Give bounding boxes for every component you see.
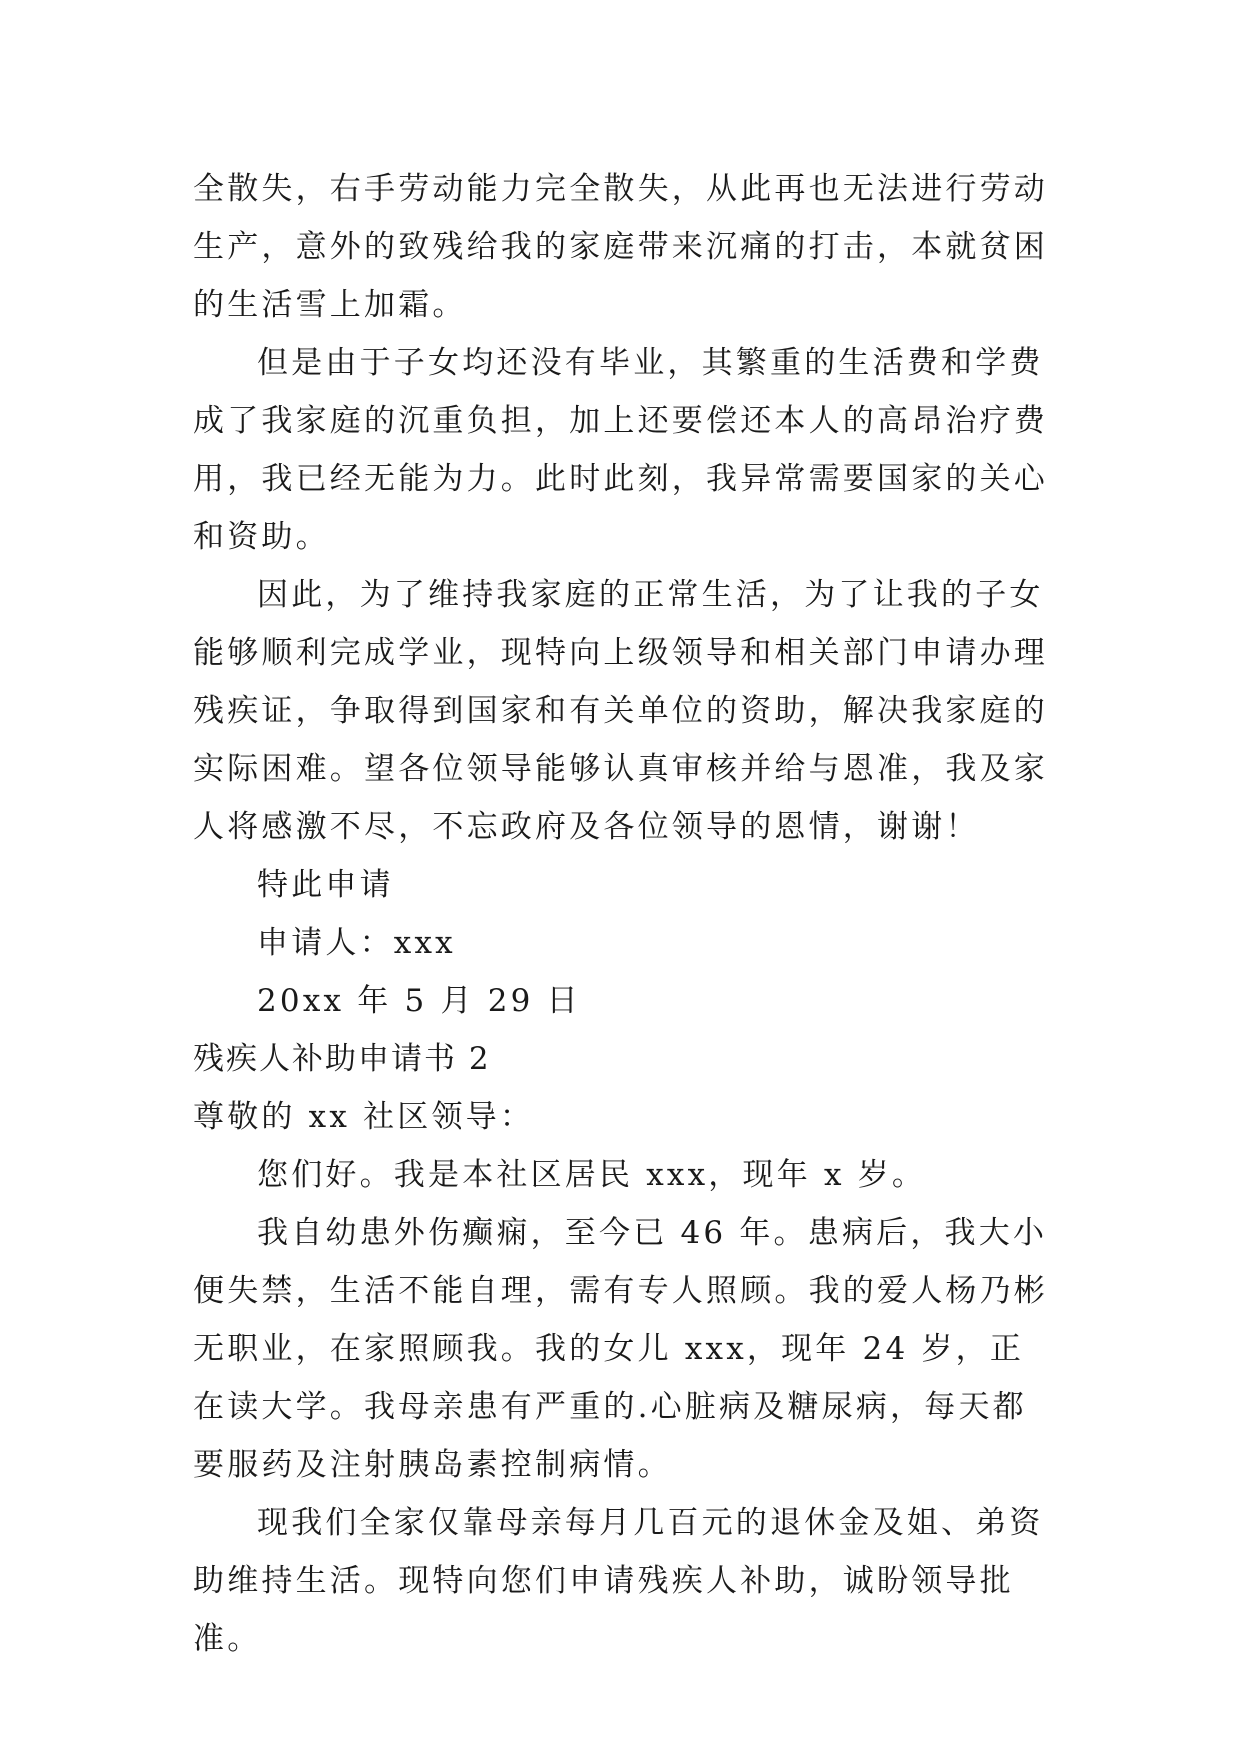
paragraph-burden: 但是由于子女均还没有毕业，其繁重的生活费和学费成了我家庭的沉重负担，加上还要偿还本人的高昂治疗费用，我已经无能为力。此时此刻，我异常需要国家的关心和资助。 xyxy=(193,345,1048,555)
date-line: 20xx 年 5 月 29 日 xyxy=(257,983,581,1019)
paragraph-continuation: 全散失，右手劳动能力完全散失，从此再也无法进行劳动生产，意外的致残给我的家庭带来沉痛的打击，本就贫困的生活雪上加霜。 xyxy=(193,171,1048,323)
applicant-line: 申请人：xxx xyxy=(257,925,456,961)
paragraph-request: 因此，为了维持我家庭的正常生活，为了让我的子女能够顺利完成学业，现特向上级领导和相关部门申请办理残疾证，争取得到国家和有关单位的资助，解决我家庭的实际困难。望各位领导能够认真审核并给与恩准，我及家人将感激不尽，不忘政府及各位领导的恩情，谢谢！ xyxy=(193,577,1048,845)
document-body xyxy=(193,160,1053,1668)
closing-phrase: 特此申请 xyxy=(257,867,394,903)
condition-paragraph: 我自幼患外伤癫痫，至今已 46 年。患病后，我大小便失禁，生活不能自理，需有专人照顾。我的爱人杨乃彬无职业，在家照顾我。我的女儿 xxx，现年 24 岁，正在读大学。我母亲患有严重的.心脏病及糖尿病，每天都要服药及注射胰岛素控制病情。 xyxy=(193,1215,1048,1483)
support-paragraph: 现我们全家仅靠母亲每月几百元的退休金及姐、弟资助维持生活。现特向您们申请残疾人补助，诚盼领导批准。 xyxy=(193,1505,1044,1657)
salutation: 尊敬的 xx 社区领导： xyxy=(193,1099,535,1135)
greeting-paragraph: 您们好。我是本社区居民 xxx，现年 x 岁。 xyxy=(257,1157,927,1193)
section-title: 残疾人补助申请书 2 xyxy=(193,1041,491,1077)
